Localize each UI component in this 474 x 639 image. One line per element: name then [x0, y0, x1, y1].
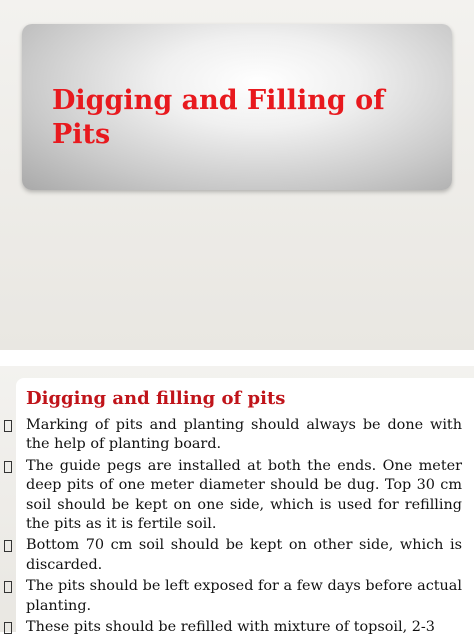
bullet-glyph-icon — [4, 461, 12, 473]
bullet-glyph-icon — [4, 540, 12, 552]
bullet-text: Bottom 70 cm soil should be kept on other side, which is discarded. — [26, 537, 462, 573]
list-item — [0, 577, 474, 616]
bullet-text: The guide pegs are installed at both the ends. One meter deep pits of one meter diameter should be dug. Top 30 cm soil should be kept on one side, which is used for refilling the pits as it is fertile soil. — [26, 457, 462, 533]
slide-content — [0, 366, 474, 636]
bullet-text: Marking of pits and planting should always be done with the help of planting board. — [26, 417, 462, 453]
bullet-text: These pits should be refilled with mixture of topsoil, 2-3 — [26, 619, 435, 636]
bullet-glyph-icon — [4, 622, 12, 634]
list-item — [0, 457, 474, 535]
slide-title-text: Digging and Filling of Pits — [52, 85, 385, 150]
slide-heading: Digging and filling of pits — [26, 388, 286, 409]
bullet-list — [0, 416, 474, 639]
bullet-text: The pits should be left exposed for a few days before actual planting. — [26, 578, 462, 614]
bullet-glyph-icon — [4, 581, 12, 593]
list-item — [0, 618, 474, 637]
list-item — [0, 416, 474, 455]
bullet-glyph-icon — [4, 420, 12, 432]
list-item — [0, 536, 474, 575]
